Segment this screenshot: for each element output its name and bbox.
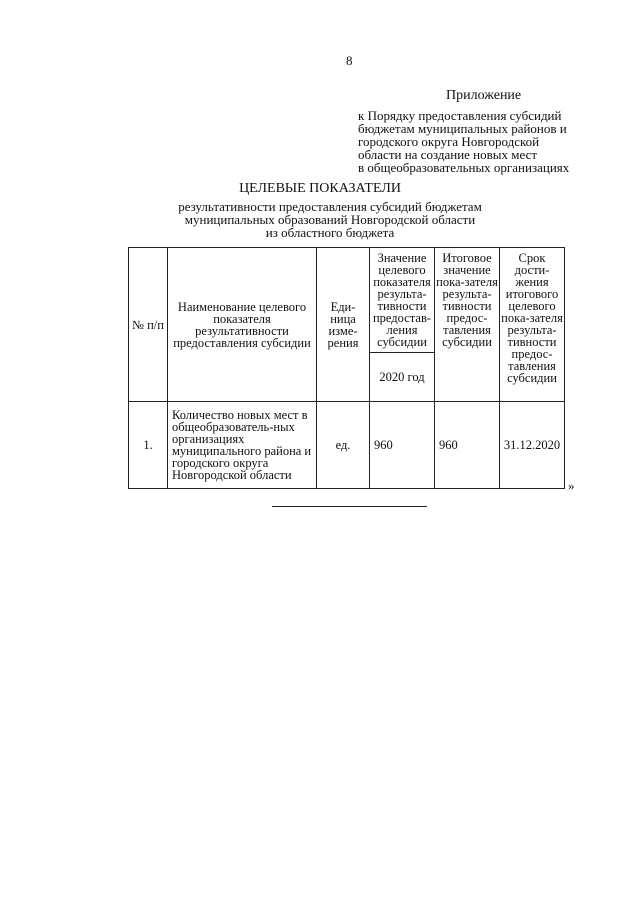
table-row (129, 402, 565, 489)
document-subtitle (120, 200, 540, 239)
header-year: 2020 год (370, 353, 435, 402)
header-final-value: Итоговое значение пока-зателя результа-тивности предос-тавления субсидии (435, 248, 500, 402)
appendix-line: городского округа Новгородской (358, 134, 540, 149)
subtitle-line: из областного бюджета (265, 225, 395, 240)
appendix-title: Приложение (446, 88, 522, 103)
header-name: Наименование целевого показателя результативности предоставления субсидии (168, 248, 317, 402)
cell-num: 1. (129, 402, 168, 489)
cell-unit: ед. (317, 402, 370, 489)
appendix-line: в общеобразовательных организациях (358, 160, 570, 175)
header-unit: Еди-ница изме-рения (317, 248, 370, 402)
header-deadline: Срок дости-жения итогового целевого пока-зателя результа-тивности предос-тавления субсидии (500, 248, 565, 402)
document-title: ЦЕЛЕВЫЕ ПОКАЗАТЕЛИ (239, 181, 401, 196)
header-num: № п/п (129, 248, 168, 402)
appendix-line: области на создание новых мест (358, 147, 538, 162)
subtitle-line: муниципальных образований Новгородской области (184, 212, 476, 227)
appendix-line: к Порядку предоставления субсидий (358, 108, 562, 123)
cell-name: Количество новых мест в общеобразователь-ных организациях муниципального района и городского округа Новгородской области (168, 402, 317, 489)
appendix-block (358, 89, 598, 174)
appendix-line: бюджетам муниципальных районов и (358, 121, 567, 136)
cell-final-value: 960 (435, 402, 500, 489)
cell-target-value: 960 (370, 402, 435, 489)
closing-quote: » (568, 478, 575, 493)
header-target-value: Значение целевого показателя результа-тивности предостав-ления субсидии (370, 248, 435, 353)
page-number: 8 (346, 53, 353, 68)
indicators-table (128, 247, 565, 489)
table-header-row (129, 248, 565, 353)
cell-deadline: 31.12.2020 (500, 402, 565, 489)
subtitle-line: результативности предоставления субсидий бюджетам (178, 199, 482, 214)
end-rule (272, 506, 427, 507)
